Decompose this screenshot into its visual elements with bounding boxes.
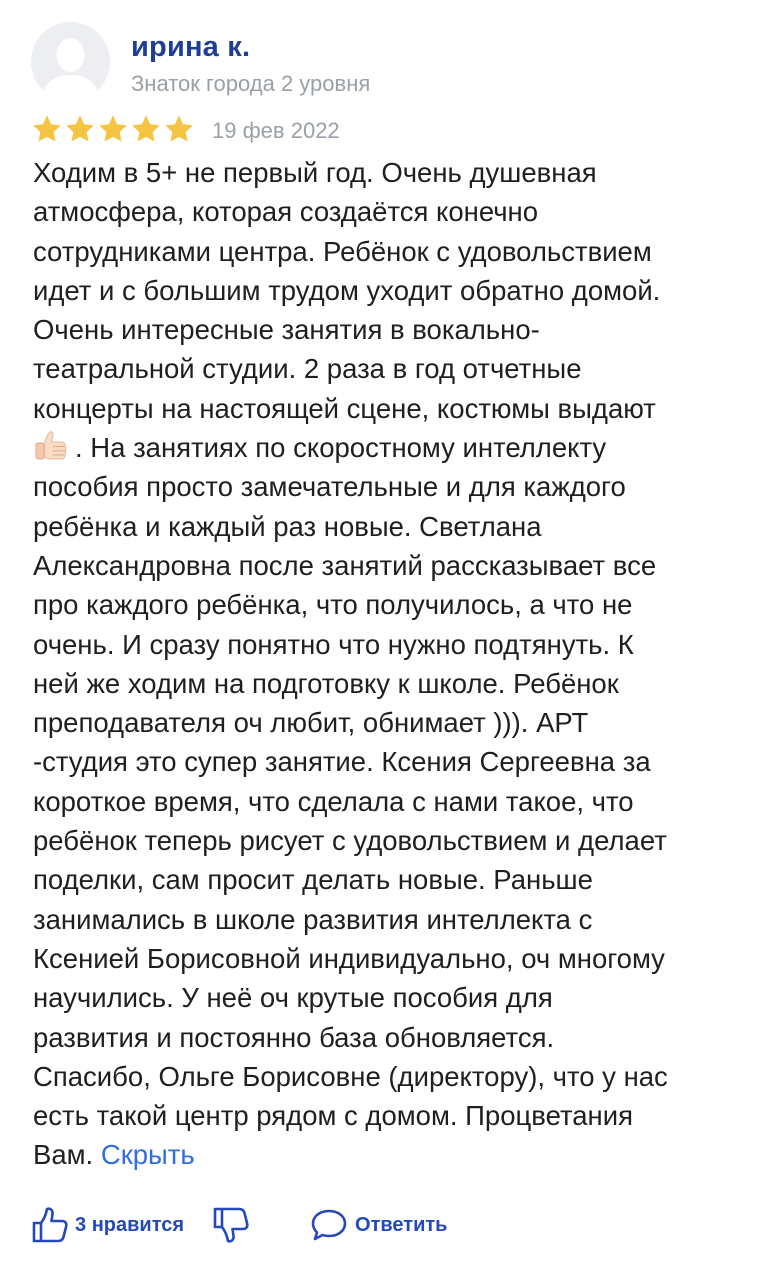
review-line: -студия это супер занятие. Ксения Сергеевна за [33,746,651,778]
review-line: про каждого ребёнка, что получилось, а что не [33,589,633,621]
like-count: 3 [75,1213,87,1236]
review-line-with-emoji [33,428,753,467]
review-line: занимались в школе развития интеллекта с [33,903,593,935]
thumbs-down-icon [212,1206,250,1244]
author-name[interactable]: ирина к. [131,31,251,63]
review-line: идет и с большим трудом уходит обратно домой. [33,274,661,306]
like-label: нравится [91,1213,185,1236]
star-icon [31,113,63,145]
author-level: Знаток города 2 уровня [131,71,371,96]
like-button[interactable] [31,1206,184,1244]
review-text [33,153,753,1175]
user-avatar[interactable] [31,22,110,101]
star-icon [97,113,129,145]
review-line: преподавателя оч любит, обнимает ))). АРТ [33,707,589,739]
review-last-line [33,1135,753,1174]
hide-review-link[interactable]: Скрыть [100,1139,195,1171]
thumbs-up-emoji-icon [33,431,69,465]
thumbs-up-icon [31,1206,69,1244]
review-line: театральной студии. 2 раза в год отчетные [33,353,582,385]
star-icon [130,113,162,145]
user-silhouette-icon [31,22,110,101]
review-date: 19 фев 2022 [212,118,340,143]
reply-button[interactable] [310,1208,447,1242]
review-actions [31,1205,447,1245]
review-line: Спасибо, Ольге Борисовне (директору), что у нас [33,1060,668,1092]
review-line-text: . На занятиях по скоростному интеллекту [75,432,607,464]
star-icon [64,113,96,145]
review-line: сотрудниками центра. Ребёнок с удовольствием [33,235,652,267]
reply-label: Ответить [355,1213,448,1236]
review-line: атмосфера, которая создаётся конечно [33,196,539,228]
review-line: Ходим в 5+ не первый год. Очень душевная [33,157,597,188]
review-line: есть такой центр рядом с домом. Процветания [33,1100,633,1132]
review-line: концерты на настоящей сцене, костюмы выдают [33,392,656,424]
review-line: Александровна после занятий рассказывает все [33,549,657,581]
review-line-text: Вам. [33,1139,94,1171]
star-icon [163,113,195,145]
review-line: научились. У неё оч крутые пособия для [33,982,553,1014]
review-line: развития и постоянно база обновляется. [33,1021,555,1053]
rating-stars [31,113,195,145]
review-line: ней же ходим на подготовку к школе. Ребёнок [33,667,619,699]
review-line: Очень интересные занятия в вокально- [33,314,540,346]
review-line: пособия просто замечательные и для каждого [33,471,626,503]
dislike-button[interactable] [212,1206,250,1244]
review-line: ребёнка и каждый раз новые. Светлана [33,510,542,542]
review-line: Ксенией Борисовной индивидуально, оч многому [33,942,665,974]
speech-bubble-icon [310,1208,348,1242]
review-line: ребёнок теперь рисует с удовольствием и делает [33,825,667,857]
review-line: короткое время, что сделала с нами такое, что [33,785,634,817]
review-line: поделки, сам просит делать новые. Раньше [33,864,593,896]
review-line: очень. И сразу понятно что нужно подтянуть. К [33,628,634,660]
